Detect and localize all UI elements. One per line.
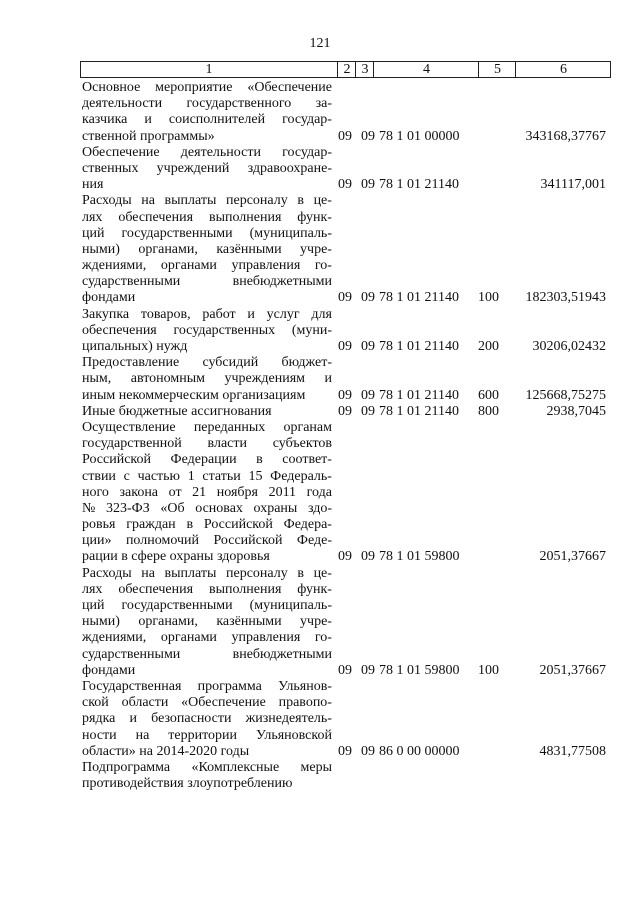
table-header-row xyxy=(80,61,611,78)
table-row xyxy=(82,760,612,792)
row-name-line: рядка и безопасности жизнедеятель- xyxy=(82,711,332,727)
row-name-line: Подпрограмма «Комплексные меры xyxy=(82,759,332,775)
row-col-3: 09 xyxy=(361,177,375,193)
row-col-6: 341117,001 xyxy=(540,177,606,193)
row-col-3: 09 xyxy=(361,290,375,306)
row-col-4: 78 1 01 21140 xyxy=(379,339,459,354)
row-name-line: фондами xyxy=(82,290,136,306)
table-row xyxy=(82,679,612,760)
row-name-line: Государственная программа Ульянов- xyxy=(82,678,332,694)
row-name-line: сударственными внебюджетными xyxy=(82,274,332,290)
row-name-line: государственной власти субъектов xyxy=(82,436,332,452)
header-col-5: 5 xyxy=(478,62,516,77)
row-col-4: 78 1 01 21140 xyxy=(379,290,459,306)
row-col-3: 09 xyxy=(361,387,375,403)
table-row xyxy=(82,404,612,420)
row-col-2: 09 xyxy=(338,177,352,193)
row-name-line: ской области «Обеспечение правопо- xyxy=(82,695,332,711)
row-col-6: 182303,51943 xyxy=(525,290,606,306)
row-col-2: 09 xyxy=(338,128,352,144)
page-number: 121 xyxy=(309,36,331,51)
row-name-line: Предоставление субсидий бюджет- xyxy=(82,355,332,371)
row-col-6: 343168,37767 xyxy=(525,128,606,144)
header-col-4: 4 xyxy=(373,62,479,77)
row-col-4: 86 0 00 00000 xyxy=(379,743,460,759)
row-col-4: 78 1 01 00000 xyxy=(379,128,460,144)
header-col-3: 3 xyxy=(355,62,374,77)
row-col-6: 125668,75275 xyxy=(525,387,606,403)
row-name-line: обеспечения государственных (муни- xyxy=(82,322,332,338)
row-name xyxy=(82,679,332,760)
row-name-line: ствии с частью 1 статьи 15 Федераль- xyxy=(82,468,332,484)
row-col-4: 78 1 01 21140 xyxy=(379,177,459,193)
row-col-6: 2051,37667 xyxy=(539,549,606,565)
row-name-line: лях обеспечения выполнения функ- xyxy=(82,581,332,597)
row-col-5: 200 xyxy=(478,339,499,354)
row-name-line: ными) органами, казёнными учре- xyxy=(82,241,332,257)
table-row xyxy=(82,193,612,306)
row-col-2: 09 xyxy=(338,662,352,678)
row-col-5: 800 xyxy=(478,403,499,419)
row-name xyxy=(82,566,332,679)
row-name-line: ности на территории Ульяновской xyxy=(82,727,332,743)
row-name-line: ждениями, органами управления го- xyxy=(82,258,332,274)
row-col-3: 09 xyxy=(361,403,375,419)
table-row xyxy=(82,145,612,194)
row-name-line: ципальных) нужд xyxy=(82,339,188,354)
row-name-line: ными) органами, казёнными учре- xyxy=(82,614,332,630)
row-name-line: Обеспечение деятельности государ- xyxy=(82,144,332,160)
header-col-1: 1 xyxy=(205,62,213,77)
row-col-3: 09 xyxy=(361,128,375,144)
row-col-3: 09 xyxy=(361,662,375,678)
row-name-line: ственной программы» xyxy=(82,128,215,144)
table-row xyxy=(82,420,612,566)
row-col-4: 78 1 01 21140 xyxy=(379,403,459,419)
row-col-6: 2051,37667 xyxy=(539,662,606,678)
row-col-5: 600 xyxy=(478,387,499,403)
header-col-2: 2 xyxy=(337,62,356,77)
row-name-line: Расходы на выплаты персоналу в це- xyxy=(82,565,332,581)
row-name-line: Осуществление переданных органам xyxy=(82,419,332,435)
row-name-line: противодействия злоупотреблению xyxy=(82,776,293,792)
header-col-6: 6 xyxy=(515,62,611,77)
row-name xyxy=(82,404,332,420)
row-name-line: Расходы на выплаты персоналу в це- xyxy=(82,193,332,209)
row-name-line: ного закона от 21 ноября 2011 года xyxy=(82,484,332,500)
row-col-5: 100 xyxy=(478,662,499,678)
row-name xyxy=(82,355,332,404)
row-col-3: 09 xyxy=(361,339,375,354)
row-col-6: 2938,7045 xyxy=(546,403,606,419)
table-row xyxy=(82,566,612,679)
row-name-line: казчика и соисполнителей государ- xyxy=(82,112,332,128)
row-name-line: Иные бюджетные ассигнования xyxy=(82,403,272,419)
row-name xyxy=(82,420,332,566)
row-name xyxy=(82,80,332,145)
row-col-4: 78 1 01 59800 xyxy=(379,549,460,565)
row-name-line: ным, автономным учреждениям и xyxy=(82,371,332,387)
row-name-line: ций государственными (муниципаль- xyxy=(82,225,332,241)
row-name-line: рации в сфере охраны здоровья xyxy=(82,549,270,565)
row-col-2: 09 xyxy=(338,290,352,306)
row-col-3: 09 xyxy=(361,549,375,565)
row-name-line: ждениями, органами управления го- xyxy=(82,630,332,646)
table-row xyxy=(82,355,612,404)
row-name-line: ровья граждан в Российской Федера- xyxy=(82,517,332,533)
table-row xyxy=(82,307,612,356)
row-col-6: 4831,77508 xyxy=(539,743,606,759)
row-name-line: ния xyxy=(82,177,104,193)
row-name-line: ции» полномочий Российской Феде- xyxy=(82,533,332,549)
row-name xyxy=(82,760,332,792)
table-body xyxy=(82,80,612,792)
row-col-2: 09 xyxy=(338,549,352,565)
row-col-5: 100 xyxy=(478,290,499,306)
row-name-line: Российской Федерации в соответ- xyxy=(82,452,332,468)
row-name xyxy=(82,193,332,306)
row-col-2: 09 xyxy=(338,339,352,354)
row-name-line: Основное мероприятие «Обеспечение xyxy=(82,80,332,95)
row-name-line: сударственными внебюджетными xyxy=(82,646,332,662)
row-col-6: 30206,02432 xyxy=(532,339,606,354)
row-name-line: иным некоммерческим организациям xyxy=(82,387,306,403)
row-name xyxy=(82,307,332,356)
row-name-line: деятельности государственного за- xyxy=(82,96,332,112)
row-name-line: лях обеспечения выполнения функ- xyxy=(82,209,332,225)
row-name-line: Закупка товаров, работ и услуг для xyxy=(82,306,332,322)
row-name-line: области» на 2014-2020 годы xyxy=(82,743,250,759)
row-name-line: фондами xyxy=(82,662,136,678)
row-col-2: 09 xyxy=(338,743,352,759)
row-name-line: № 323-ФЗ «Об основах охраны здо- xyxy=(82,500,332,516)
row-name xyxy=(82,145,332,194)
row-col-2: 09 xyxy=(338,387,352,403)
table-row xyxy=(82,80,612,145)
row-col-4: 78 1 01 59800 xyxy=(379,662,460,678)
row-col-4: 78 1 01 21140 xyxy=(379,387,459,403)
row-col-3: 09 xyxy=(361,743,375,759)
row-name-line: ций государственными (муниципаль- xyxy=(82,598,332,613)
row-name-line: ственных учреждений здравоохране- xyxy=(82,160,332,176)
row-col-2: 09 xyxy=(338,403,352,419)
